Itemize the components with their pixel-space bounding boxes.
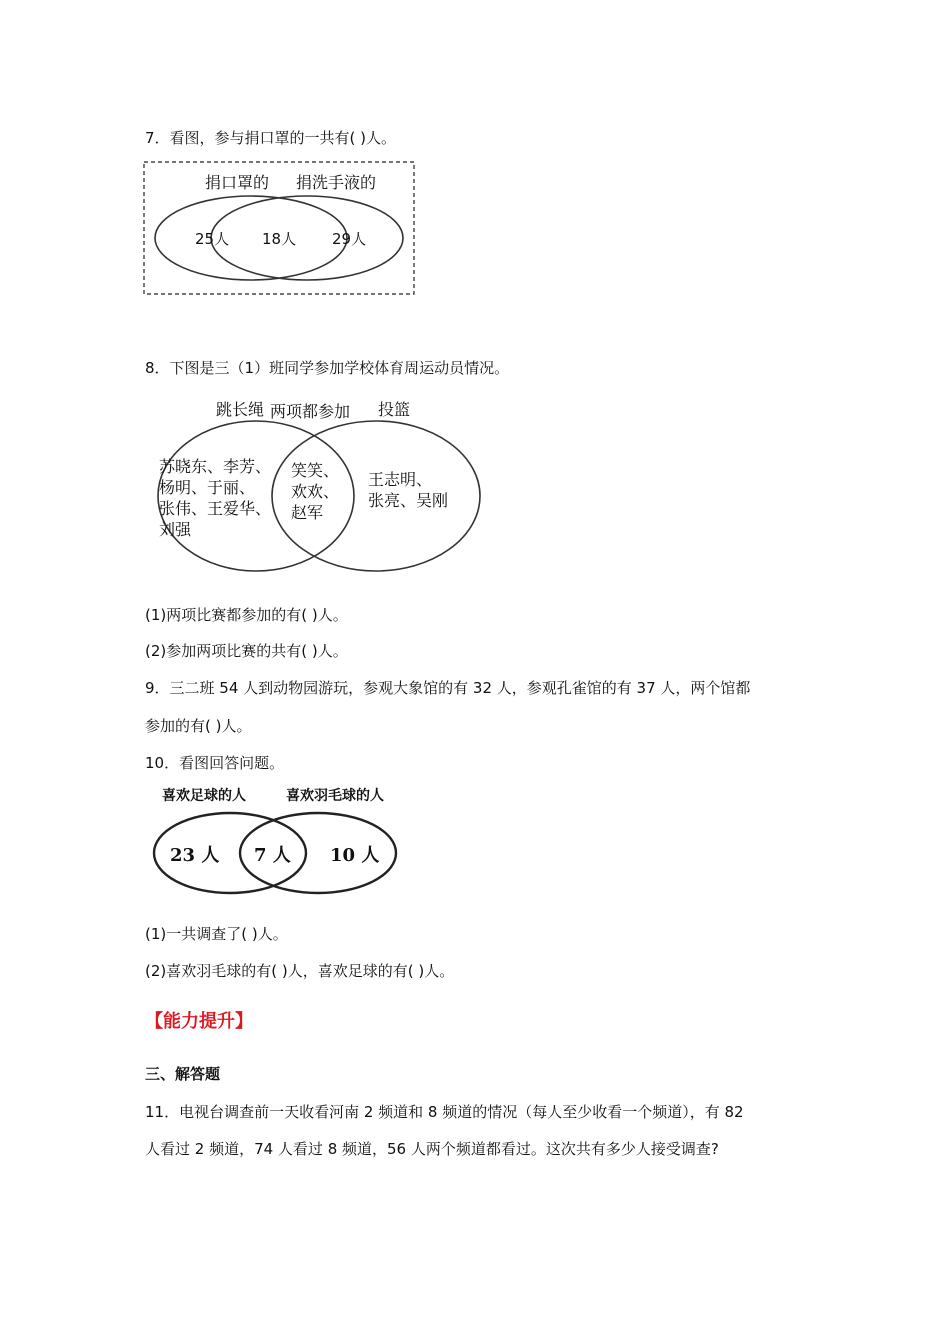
- q7-text: 7．看图，参与捐口罩的一共有( )人。: [145, 129, 397, 147]
- q8-left-name: 张伟、王爱华、: [159, 499, 272, 518]
- section-three-heading: 三、解答题: [145, 1065, 221, 1083]
- q10-left-only: 23 人: [170, 845, 220, 866]
- q8-left-name: 杨明、于丽、: [159, 478, 256, 497]
- q9-line1: 9．三二班 54 人到动物园游玩，参观大象馆的有 32 人，参观孔雀馆的有 37 人，两个馆都: [145, 679, 751, 697]
- q9-line2: 参加的有( )人。: [145, 717, 252, 735]
- q8-right-name: 王志明、: [368, 470, 433, 489]
- q7-left-only: 25人: [195, 230, 230, 248]
- q8-left-name: 苏晓东、李芳、: [159, 457, 272, 476]
- q10-sub1: (1)一共调查了( )人。: [145, 925, 288, 943]
- q8-label-left: 跳长绳: [216, 400, 265, 419]
- q10-label-left: 喜欢足球的人: [162, 788, 246, 804]
- q10-label-right: 喜欢羽毛球的人: [286, 788, 384, 804]
- q10-both: 7 人: [254, 845, 291, 866]
- q8-mid-name: 笑笑、: [291, 461, 340, 480]
- q7-left-ellipse: [155, 196, 347, 280]
- q8-sub1: (1)两项比赛都参加的有( )人。: [145, 606, 348, 624]
- q11-line1: 11．电视台调查前一天收看河南 2 频道和 8 频道的情况（每人至少收看一个频道），有 82: [145, 1103, 744, 1121]
- section-ability-heading: 【能力提升】: [145, 1011, 253, 1032]
- q11-line2: 人看过 2 频道，74 人看过 8 频道，56 人两个频道都看过。这次共有多少人接受调查?: [145, 1140, 719, 1158]
- q10-sub2: (2)喜欢羽毛球的有( )人，喜欢足球的有( )人。: [145, 962, 455, 980]
- q8-mid-name: 赵军: [291, 503, 324, 522]
- q7-right-only: 29人: [332, 230, 367, 248]
- q8-label-mid: 两项都参加: [270, 402, 351, 421]
- q7-label-left: 捐口罩的: [205, 173, 270, 192]
- q8-right-name: 张亮、吴刚: [368, 491, 449, 510]
- q7-both: 18人: [262, 230, 297, 248]
- q8-sub2: (2)参加两项比赛的共有( )人。: [145, 642, 348, 660]
- q7-venn-diagram: [143, 160, 418, 298]
- q7-right-ellipse: [211, 196, 403, 280]
- q8-venn-diagram: [150, 395, 490, 580]
- q8-left-name: 刘强: [159, 520, 192, 539]
- q10-text: 10．看图回答问题。: [145, 754, 285, 772]
- q8-text: 8．下图是三（1）班同学参加学校体育周运动员情况。: [145, 359, 510, 377]
- q8-mid-name: 欢欢、: [291, 482, 340, 501]
- q8-label-right: 投篮: [378, 400, 411, 419]
- q7-label-right: 捐洗手液的: [296, 173, 377, 192]
- q10-venn-diagram: [150, 782, 405, 897]
- q10-right-only: 10 人: [330, 845, 380, 866]
